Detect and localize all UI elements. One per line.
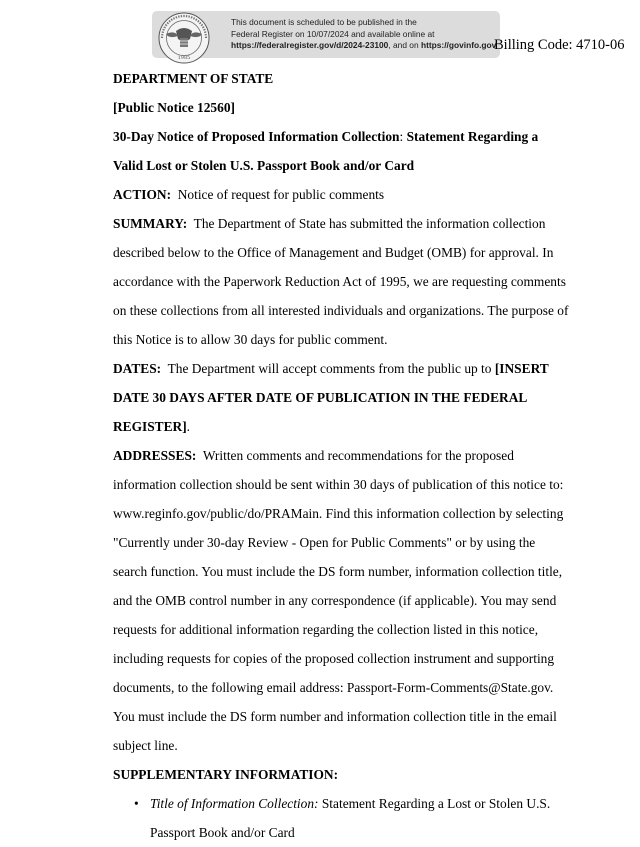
list-item (150, 789, 569, 847)
bullet-label: Title of Information Collection: (150, 796, 319, 811)
banner-line-3 (231, 40, 496, 52)
bullet-text: Statement Regarding a Lost or Stolen U.S. Passport Book and/or Card (150, 796, 551, 840)
summary-paragraph (113, 209, 569, 354)
banner-and-on: , and on (388, 40, 421, 50)
dates-paragraph (113, 354, 569, 441)
document-body (113, 64, 569, 847)
addresses-label: ADDRESSES: (113, 448, 197, 463)
action-paragraph (113, 180, 569, 209)
action-label: ACTION: (113, 187, 172, 202)
banner-line-2: Federal Register on 10/07/2024 and available online at (231, 28, 435, 39)
summary-text: The Department of State has submitted the information collection described below to the Office of Management and Budget (OMB) for approval. In accordance with the Paperwork Reduction Act of 1995, we are requesting comments on these collections from all interested individuals and organizations. The purpose of this Notice is to allow 30 days for public comment. (113, 216, 569, 347)
notice-title-part2: Statement Regarding a Valid Lost or Stolen U.S. Passport Book and/or Card (113, 129, 539, 173)
addresses-text: Written comments and recommendations for the proposed information collection should be sent within 30 days of publication of this notice to: www.reginfo.gov/public/do/PRAMain. Find this information collection by selecting "Currently under 30-day Review - Open for Public Comments" or by using the search function. You must include the DS form number, information collection title, and the OMB control number in any correspondence (if applicable). You may send requests for additional information regarding the collection listed in this notice, including requests for copies of the proposed collection instrument and supporting documents, to the following email address: Passport-Form-Comments@State.gov. You must include the DS form number and information collection title in the email subject line. (113, 448, 564, 753)
notice-title (113, 122, 569, 180)
banner-text (231, 17, 496, 52)
dates-insert: [INSERT DATE 30 DAYS AFTER DATE OF PUBLICATION IN THE FEDERAL REGISTER] (113, 361, 549, 434)
addresses-paragraph (113, 441, 569, 760)
federal-register-link[interactable]: https://federalregister.gov/d/2024-23100 (231, 40, 389, 50)
dates-text: The Department will accept comments from the public up to (167, 361, 492, 376)
banner-line-1: This document is scheduled to be published in the (231, 17, 417, 27)
govinfo-link[interactable]: https://govinfo.gov (420, 40, 497, 50)
svg-text:1985: 1985 (177, 55, 191, 61)
dates-end: . (186, 419, 191, 434)
notice-title-part1: 30-Day Notice of Proposed Information Collection (113, 129, 400, 144)
nara-seal-icon (158, 12, 210, 64)
dates-label: DATES: (113, 361, 162, 376)
public-notice-number: [Public Notice 12560] (113, 100, 235, 115)
notice-title-sep: : (399, 129, 407, 144)
department-heading: DEPARTMENT OF STATE (113, 71, 274, 86)
billing-code: Billing Code: 4710-06 (494, 37, 625, 53)
supplementary-list (113, 789, 569, 847)
summary-label: SUMMARY: (113, 216, 188, 231)
supplementary-heading: SUPPLEMENTARY INFORMATION: (113, 767, 339, 782)
action-text: Notice of request for public comments (177, 187, 385, 202)
publication-banner (152, 11, 500, 61)
